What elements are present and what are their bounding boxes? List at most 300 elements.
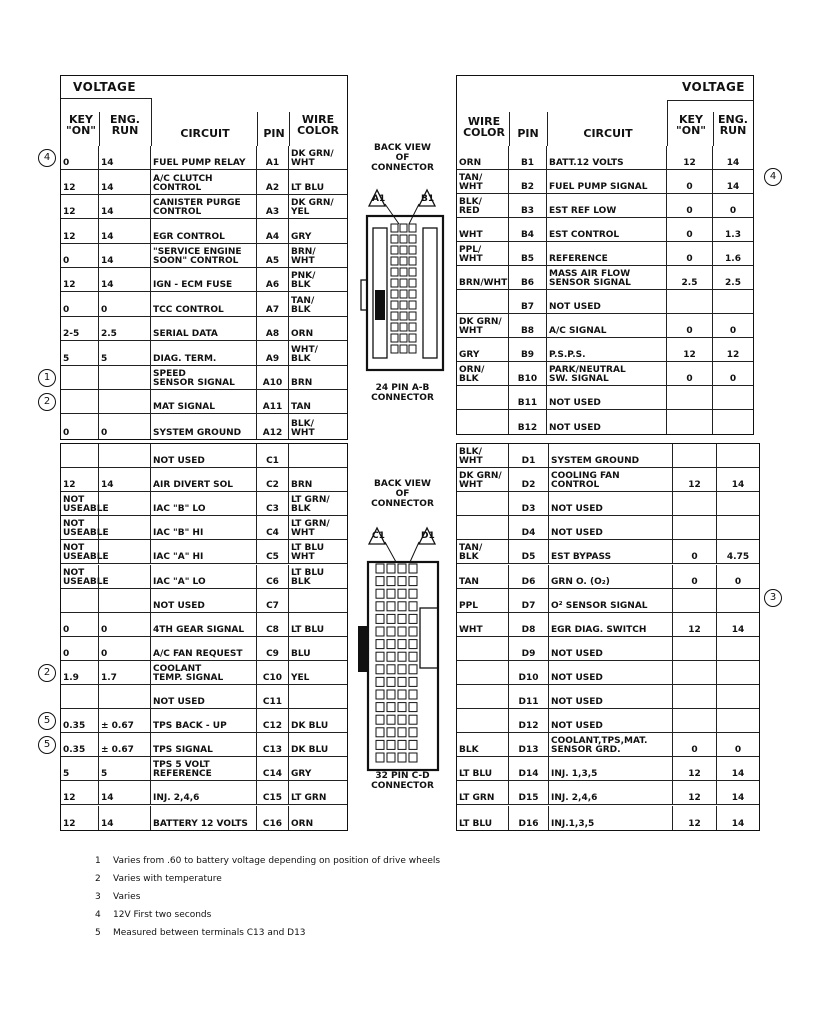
pin-c-pin-cell: C3 <box>257 492 289 515</box>
pin-b-row <box>457 362 753 386</box>
pin-c-key-cell: 0 <box>61 613 99 636</box>
pin-b-circuit-cell: FUEL PUMP SIGNAL <box>547 170 667 193</box>
pin-d-row <box>457 637 759 661</box>
pin-c-pin-cell: C11 <box>257 685 289 708</box>
pin-b-key-cell <box>667 290 713 313</box>
connector-ab-caption: 24 PIN A-B CONNECTOR <box>371 383 434 403</box>
pin-c-circuit-cell: TPS 5 VOLT REFERENCE <box>151 757 257 780</box>
pin-c-key-cell: NOT USEABLE <box>61 565 99 588</box>
pin-d-row <box>457 709 759 733</box>
pin-a-wire-cell: WHT/ BLK <box>291 344 318 364</box>
pin-a-run-cell: 0 <box>99 414 151 438</box>
pin-a-run-cell: 14 <box>99 268 151 291</box>
pin-d-row <box>457 589 759 613</box>
pin-a-wire-cell: DK GRN/ WHT <box>291 149 334 169</box>
connector-pin <box>391 224 398 232</box>
pin-d-wire-cell: LT BLU <box>457 757 509 780</box>
footnote <box>95 924 440 942</box>
pin-d-run-cell <box>717 444 759 467</box>
pin-d-wire-cell: TAN <box>457 565 509 588</box>
connector-pin <box>409 614 417 623</box>
pin-b-run-cell: 1.6 <box>725 254 741 264</box>
connector-pin <box>409 677 417 686</box>
connector-pin <box>376 602 384 611</box>
pin-d-wire-cell: BLK <box>457 733 509 756</box>
pin-d-key-cell: 12 <box>673 613 717 636</box>
header-circuit-b: CIRCUIT <box>583 127 633 140</box>
pin-b-run-cell <box>713 410 753 434</box>
connector-cd-diagram <box>350 518 455 773</box>
connector-pin <box>376 640 384 649</box>
pin-b-circuit-cell: A/C SIGNAL <box>547 314 667 337</box>
connector-pin <box>398 690 406 699</box>
pin-c-circuit-cell: IAC "B" HI <box>151 516 257 539</box>
pin-c-key-cell: 0.35 <box>61 709 99 732</box>
connector-pin <box>398 753 406 762</box>
footnote-number: 3 <box>95 892 101 902</box>
pin-a-run-cell: 14 <box>99 146 151 169</box>
pin-d-run-cell: 14 <box>731 624 745 635</box>
pin-d-key-cell: 12 <box>673 468 717 491</box>
connector-cd-d1-label: D1 <box>421 531 435 541</box>
pin-a-run-cell: 0 <box>99 292 151 315</box>
pin-c-key-cell: 12 <box>61 781 99 804</box>
pin-b-pin-cell: B3 <box>509 194 547 217</box>
pin-b-wire-cell: GRY <box>457 338 509 361</box>
connector-pin <box>376 589 384 598</box>
pin-c-circuit-cell: TPS BACK - UP <box>151 709 257 732</box>
connector-pin <box>387 577 395 586</box>
connector-pin <box>398 589 406 598</box>
pin-b-key-cell: 0 <box>667 194 713 217</box>
pin-d-row <box>457 516 759 540</box>
pin-c-pin-cell: C5 <box>257 540 289 563</box>
pin-a-pin-cell: A2 <box>257 170 289 193</box>
pin-a-wire-cell: ORN <box>291 329 314 340</box>
pin-a-pin-cell: A9 <box>257 341 289 364</box>
pin-b-wire-cell: DK GRN/ WHT <box>457 314 509 337</box>
pin-b-pin-cell: B5 <box>509 242 547 265</box>
pin-d-row <box>457 733 759 757</box>
pin-d-run-cell: 14 <box>731 793 745 804</box>
pin-b-wire-cell: PPL/ WHT <box>457 242 509 265</box>
connector-ab-a1-label: A1 <box>372 194 386 204</box>
pin-a-key-cell: 5 <box>61 341 99 364</box>
pin-a-row <box>61 317 347 341</box>
pin-d-wire-cell <box>457 709 509 732</box>
connector-pin <box>387 740 395 749</box>
pin-c-wire-cell: GRY <box>291 769 312 780</box>
connector-pin <box>409 652 417 661</box>
pin-d-run-cell: 14 <box>731 480 745 491</box>
pin-d-circuit-cell: SYSTEM GROUND <box>549 444 673 467</box>
pin-a-key-cell: 2-5 <box>61 317 99 340</box>
pin-c-row <box>61 444 347 468</box>
pin-c-row <box>61 733 347 757</box>
pin-d-run-cell <box>717 637 759 660</box>
connector-pin <box>409 715 417 724</box>
pin-b-row <box>457 170 753 194</box>
pin-a-run-cell: 14 <box>99 170 151 193</box>
pin-b-circuit-cell: NOT USED <box>547 410 667 434</box>
pin-c-row <box>61 781 347 805</box>
footnote-text: 12V First two seconds <box>113 910 212 920</box>
pin-a-wire-cell: PNK/ BLK <box>291 271 316 291</box>
pin-b-circuit-cell: PARK/NEUTRAL SW. SIGNAL <box>547 362 667 385</box>
connector-pin <box>400 345 407 353</box>
pin-c-wire-cell: LT GRN <box>291 793 327 804</box>
connector-pin <box>409 290 416 298</box>
pin-d-run-cell <box>717 589 759 612</box>
connector-pin <box>376 614 384 623</box>
pin-c-circuit-cell: BATTERY 12 VOLTS <box>151 806 257 830</box>
pin-b-row <box>457 386 753 410</box>
pin-c-key-cell: 1.9 <box>61 661 99 684</box>
pin-c-wire-cell: ORN <box>291 818 314 829</box>
pin-d-wire-cell: PPL <box>457 589 509 612</box>
pin-b-run-cell: 0 <box>729 374 737 384</box>
pin-c-pin-cell: C1 <box>257 444 289 467</box>
pin-c-key-cell <box>61 444 99 467</box>
pin-d-key-cell <box>673 637 717 660</box>
pin-c-wire-cell <box>289 589 347 612</box>
pin-a-key-cell: 12 <box>61 219 99 242</box>
pin-c-pin-cell: C13 <box>257 733 289 756</box>
pin-b-row <box>457 410 753 434</box>
pin-c-key-cell: NOT USEABLE <box>61 540 99 563</box>
connector-pin <box>409 665 417 674</box>
note-marker: 4 <box>38 149 56 167</box>
connector-pin <box>376 627 384 636</box>
pin-d-run-cell <box>717 492 759 515</box>
connector-pin <box>398 728 406 737</box>
connector-pin <box>400 279 407 287</box>
pin-c-circuit-cell: NOT USED <box>151 685 257 708</box>
note-marker: 5 <box>38 736 56 754</box>
connector-pin <box>387 677 395 686</box>
note-marker-right-top: 4 <box>764 168 782 186</box>
pin-c-run-cell: ± 0.67 <box>99 733 151 756</box>
connector-pin <box>387 652 395 661</box>
connector-pin <box>391 257 398 265</box>
pin-d-pin-cell: D11 <box>509 685 549 708</box>
pin-b-circuit-cell: REFERENCE <box>547 242 667 265</box>
pin-a-wire-cell: LT BLU <box>291 182 325 193</box>
pin-c-wire-cell <box>289 685 347 708</box>
pin-c-row <box>61 516 347 540</box>
pin-d-wire-cell <box>457 516 509 539</box>
pin-a-pin-cell: A5 <box>257 244 289 267</box>
pin-a-row <box>61 195 347 219</box>
pin-d-wire-cell <box>457 685 509 708</box>
voltage-title-b: VOLTAGE <box>681 80 745 94</box>
pin-c-key-cell: 12 <box>61 468 99 491</box>
pin-d-pin-cell: D4 <box>509 516 549 539</box>
pin-c-row <box>61 806 347 830</box>
pin-d-pin-cell: D16 <box>509 806 549 830</box>
pin-a-key-cell: 0 <box>61 414 99 438</box>
connector-pin <box>400 301 407 309</box>
pin-b-circuit-cell: EST CONTROL <box>547 218 667 241</box>
connector-pin <box>387 728 395 737</box>
pin-b-pin-cell: B8 <box>509 314 547 337</box>
pin-d-circuit-cell: COOLING FAN CONTROL <box>549 468 673 491</box>
pin-a-row <box>61 292 347 316</box>
pin-b-key-cell: 2.5 <box>667 266 713 289</box>
pin-d-pin-cell: D2 <box>509 468 549 491</box>
pin-b-pin-cell: B11 <box>509 386 547 409</box>
pin-c-wire-cell: LT BLU <box>291 624 325 635</box>
footnote <box>95 888 440 906</box>
pin-c-row <box>61 757 347 781</box>
pin-a-pin-cell: A12 <box>257 414 289 438</box>
pin-a-run-cell: 14 <box>99 219 151 242</box>
pin-b-wire-cell: BLK/ RED <box>457 194 509 217</box>
pin-c-wire-cell: BRN <box>291 480 313 491</box>
connector-pin <box>391 235 398 243</box>
connector-pin <box>398 577 406 586</box>
pin-b-key-cell: 0 <box>667 314 713 337</box>
pin-d-circuit-cell: NOT USED <box>549 516 673 539</box>
pin-d-key-cell <box>673 709 717 732</box>
pin-d-circuit-cell: NOT USED <box>549 709 673 732</box>
pin-c-row <box>61 492 347 516</box>
pin-c-circuit-cell: 4TH GEAR SIGNAL <box>151 613 257 636</box>
pin-d-circuit-cell: INJ.1,3,5 <box>549 806 673 830</box>
pin-b-run-cell: 12 <box>726 350 740 360</box>
pin-d-pin-cell: D6 <box>509 565 549 588</box>
footnote-number: 4 <box>95 910 101 920</box>
pin-b-key-cell <box>667 386 713 409</box>
pin-c-run-cell: 0 <box>99 637 151 660</box>
pin-b-row <box>457 242 753 266</box>
pin-d-key-cell <box>673 661 717 684</box>
header-wire-color: WIRE COLOR <box>297 113 339 137</box>
pin-b-run-cell <box>713 386 753 409</box>
pin-c-circuit-cell: A/C FAN REQUEST <box>151 637 257 660</box>
connector-pin <box>409 627 417 636</box>
pin-c-run-cell: 14 <box>99 806 151 830</box>
pin-a-row <box>61 341 347 365</box>
pin-b-pin-cell: B2 <box>509 170 547 193</box>
header-pin-b: PIN <box>517 127 539 140</box>
pin-d-key-cell: 12 <box>673 781 717 804</box>
pin-a-pin-cell: A3 <box>257 195 289 218</box>
pin-c-run-cell <box>99 589 151 612</box>
connector-pin <box>409 728 417 737</box>
pin-d-run-cell <box>717 516 759 539</box>
pin-d-run-cell: 14 <box>731 769 745 780</box>
pin-b-row <box>457 314 753 338</box>
connector-pin <box>398 602 406 611</box>
connector-pin <box>391 246 398 254</box>
pin-c-run-cell: 14 <box>99 468 151 491</box>
pin-c-key-cell: 0.35 <box>61 733 99 756</box>
pin-d-key-cell <box>673 444 717 467</box>
pin-b-pin-cell: B10 <box>509 362 547 385</box>
pin-a-row <box>61 146 347 170</box>
pin-a-pin-cell: A10 <box>257 366 289 389</box>
connector-pin <box>391 345 398 353</box>
pin-table-b <box>456 75 754 435</box>
pin-a-row <box>61 366 347 390</box>
connector-pin <box>387 715 395 724</box>
pin-a-run-cell <box>99 390 151 413</box>
pin-d-wire-cell: WHT <box>457 613 509 636</box>
pin-d-pin-cell: D1 <box>509 444 549 467</box>
pin-c-wire-cell: YEL <box>291 672 310 683</box>
pin-d-key-cell <box>673 492 717 515</box>
voltage-title: VOLTAGE <box>73 80 137 94</box>
pin-d-circuit-cell: EGR DIAG. SWITCH <box>549 613 673 636</box>
pin-d-key-cell: 12 <box>673 806 717 830</box>
pin-a-run-cell <box>99 366 151 389</box>
pin-d-pin-cell: D12 <box>509 709 549 732</box>
connector-pin <box>400 235 407 243</box>
pin-c-key-cell <box>61 589 99 612</box>
pin-c-wire-cell: LT GRN/ WHT <box>291 519 330 539</box>
pin-a-circuit-cell: "SERVICE ENGINE SOON" CONTROL <box>151 244 257 267</box>
connector-pin <box>409 577 417 586</box>
pin-c-run-cell: 0 <box>99 613 151 636</box>
pin-b-key-cell: 12 <box>667 146 713 169</box>
footnote <box>95 870 440 888</box>
pin-d-run-cell <box>717 709 759 732</box>
connector-pin <box>391 312 398 320</box>
connector-pin <box>376 728 384 737</box>
connector-pin <box>409 235 416 243</box>
pin-a-circuit-cell: EGR CONTROL <box>151 219 257 242</box>
pin-b-circuit-cell: P.S.P.S. <box>547 338 667 361</box>
pin-d-row <box>457 806 759 830</box>
connector-cd-c1-label: C1 <box>372 531 385 541</box>
pin-d-key-cell <box>673 685 717 708</box>
connector-pin <box>400 246 407 254</box>
pin-c-run-cell: 1.7 <box>99 661 151 684</box>
pin-c-circuit-cell: AIR DIVERT SOL <box>151 468 257 491</box>
pin-a-wire-cell: BLK/ WHT <box>291 418 315 438</box>
connector-pin <box>387 589 395 598</box>
pin-d-wire-cell <box>457 492 509 515</box>
pin-b-wire-cell: BRN/WHT <box>457 266 509 289</box>
pin-a-run-cell: 5 <box>99 341 151 364</box>
pin-d-run-cell: 4.75 <box>726 552 750 563</box>
pin-a-pin-cell: A11 <box>257 390 289 413</box>
pin-d-circuit-cell: GRN O. (O₂) <box>549 565 673 588</box>
pin-b-circuit-cell: MASS AIR FLOW SENSOR SIGNAL <box>547 266 667 289</box>
pin-b-row <box>457 194 753 218</box>
pin-c-wire-cell: DK BLU <box>291 721 329 732</box>
header-key-on-b: KEY "ON" <box>675 113 707 137</box>
pin-c-row <box>61 540 347 564</box>
pin-b-pin-cell: B4 <box>509 218 547 241</box>
pin-d-row <box>457 540 759 564</box>
pin-d-key-cell: 12 <box>673 757 717 780</box>
pin-c-pin-cell: C15 <box>257 781 289 804</box>
connector-pin <box>398 715 406 724</box>
pin-c-pin-cell: C8 <box>257 613 289 636</box>
pin-d-row <box>457 492 759 516</box>
connector-pin <box>409 279 416 287</box>
pin-a-wire-cell: TAN <box>291 402 311 413</box>
pin-b-run-cell: 0 <box>729 326 737 336</box>
pin-c-key-cell: 5 <box>61 757 99 780</box>
connector-pin <box>400 268 407 276</box>
pin-table-d <box>456 443 760 831</box>
connector-pin <box>409 753 417 762</box>
pin-d-pin-cell: D7 <box>509 589 549 612</box>
pin-b-run-cell: 14 <box>726 158 740 168</box>
pin-d-circuit-cell: NOT USED <box>549 637 673 660</box>
pin-c-wire-cell: LT BLU BLK <box>291 567 325 587</box>
pin-d-key-cell <box>673 516 717 539</box>
pin-a-key-cell: 0 <box>61 146 99 169</box>
connector-pin <box>391 279 398 287</box>
pin-b-row <box>457 266 753 290</box>
pin-c-pin-cell: C14 <box>257 757 289 780</box>
connector-pin <box>376 740 384 749</box>
footnote-text: Varies with temperature <box>113 874 222 884</box>
pin-b-pin-cell: B7 <box>509 290 547 313</box>
pin-d-wire-cell: DK GRN/ WHT <box>457 468 509 491</box>
pin-d-row <box>457 781 759 805</box>
pin-c-circuit-cell: TPS SIGNAL <box>151 733 257 756</box>
pin-a-key-cell: 0 <box>61 244 99 267</box>
pin-d-circuit-cell: INJ. 2,4,6 <box>549 781 673 804</box>
connector-pin <box>387 627 395 636</box>
pin-c-key-cell: 12 <box>61 806 99 830</box>
pin-a-row <box>61 244 347 268</box>
connector-cd-title: BACK VIEW OF CONNECTOR <box>371 479 434 509</box>
pin-b-key-cell: 0 <box>667 362 713 385</box>
connector-pin <box>376 564 384 573</box>
pin-d-row <box>457 757 759 781</box>
connector-pin <box>409 740 417 749</box>
pin-a-run-cell: 2.5 <box>99 317 151 340</box>
connector-pin <box>387 564 395 573</box>
pin-c-row <box>61 613 347 637</box>
pin-d-run-cell: 14 <box>731 818 745 829</box>
pin-a-wire-cell: BRN/ WHT <box>291 246 316 266</box>
pin-a-key-cell <box>61 366 99 389</box>
connector-pin <box>409 301 416 309</box>
pin-c-run-cell: 5 <box>99 757 151 780</box>
connector-pin <box>387 703 395 712</box>
pin-a-key-cell: 12 <box>61 195 99 218</box>
header-eng-run-b: ENG. RUN <box>718 113 748 137</box>
pin-b-run-cell: 0 <box>729 206 737 216</box>
pin-d-row <box>457 613 759 637</box>
pin-c-pin-cell: C7 <box>257 589 289 612</box>
pin-a-key-cell: 0 <box>61 292 99 315</box>
pin-a-circuit-cell: TCC CONTROL <box>151 292 257 315</box>
connector-pin <box>398 703 406 712</box>
connector-pin <box>391 268 398 276</box>
pin-d-row <box>457 685 759 709</box>
connector-pin <box>400 334 407 342</box>
pin-d-run-cell: 0 <box>734 745 742 756</box>
pin-c-row <box>61 709 347 733</box>
pin-b-row <box>457 290 753 314</box>
pin-table-c <box>60 443 348 831</box>
pin-a-circuit-cell: SPEED SENSOR SIGNAL <box>151 366 257 389</box>
pin-d-row <box>457 468 759 492</box>
pin-d-pin-cell: D10 <box>509 661 549 684</box>
pin-d-wire-cell: TAN/ BLK <box>457 540 509 563</box>
pin-a-wire-cell: TAN/ BLK <box>291 295 315 315</box>
pin-b-wire-cell: ORN/ BLK <box>457 362 509 385</box>
pin-a-circuit-cell: FUEL PUMP RELAY <box>151 146 257 169</box>
